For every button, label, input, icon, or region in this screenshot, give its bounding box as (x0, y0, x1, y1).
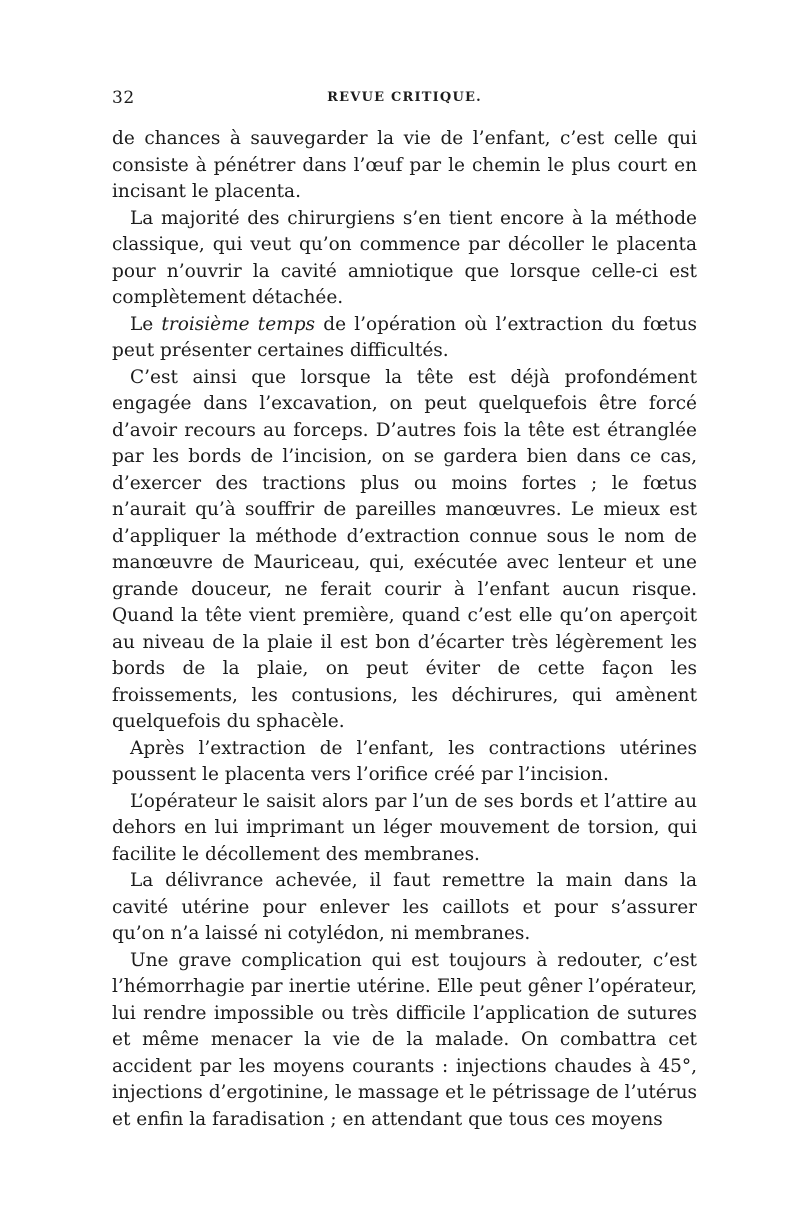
paragraph-complication: Une grave complication qui est toujours à redouter, c’est l’hémorrhagie par inertie utérine. Elle peut gêner l’opérateur, lui rendre impossible ou très difficile l’application de sutures et même menacer la vie de la malade. On combattra cet accident par les moyens courants : injections chaudes à 45°, injections d’ergotinine, le massage et le pétrissage de l’utérus et enfin la faradisation ; en attendant que tous ces moyens (112, 949, 697, 1130)
page-number: 32 (112, 88, 135, 108)
paragraph-placenta: Après l’extraction de l’enfant, les contractions utérines poussent le placenta vers l’orifice créé par l’incision. (112, 737, 697, 785)
third-step-emphasis: troisième temps (161, 313, 316, 335)
paragraph-extraction: C’est ainsi que lorsque la tête est déjà profondément engagée dans l’excavation, on peut quelquefois être forcé d’avoir recours au forceps. D’autres fois la tête est étranglée par les bords de l’incision, on se gardera bien dans ce cas, d’exercer des tractions plus ou moins fortes ; le fœtus n’aurait qu’à souffrir de pareilles manœuvres. Le mieux est d’appliquer la méthode d’extraction connue sous le nom de manœuvre de Mauriceau, qui, exécutée avec lenteur et une grande douceur, ne ferait courir à l’enfant aucun risque. Quand la tête vient première, quand c’est elle qu’on aperçoit au niveau de la plaie il est bon d’écarter très légèrement les bords de la plaie, on peut éviter de cette façon les froissements, les contusions, les déchirures, qui amènent quelquefois du sphacèle. (112, 366, 697, 732)
paragraph-classic-method: La majorité des chirurgiens s’en tient encore à la méthode classique, qui veut qu’on commence par décoller le placenta pour n’ouvrir la cavité amniotique que lorsque celle-ci est complètement détachée. (112, 207, 697, 308)
third-step-rest: de l’opération où l’extraction du fœtus peut présenter certaines difficultés. (112, 313, 697, 361)
running-head (112, 88, 697, 112)
paragraph-delivery: La délivrance achevée, il faut remettre la main dans la cavité utérine pour enlever les caillots et pour s’assurer qu’on n’a laissé ni cotylédon, ni membranes. (112, 870, 697, 944)
running-title: REVUE CRITIQUE. (327, 90, 482, 105)
paragraph-third-step (112, 312, 697, 365)
paragraph-continuation: de chances à sauvegarder la vie de l’enfant, c’est celle qui consiste à pénétrer dans l’œuf par le chemin le plus court en incisant le placenta. (112, 128, 697, 202)
body-text (112, 126, 697, 1133)
paragraph-operator: L’opérateur le saisit alors par l’un de ses bords et l’attire au dehors en lui imprimant un léger mouvement de torsion, qui facilite le décollement des membranes. (112, 790, 697, 865)
third-step-lead: Le (130, 313, 162, 335)
